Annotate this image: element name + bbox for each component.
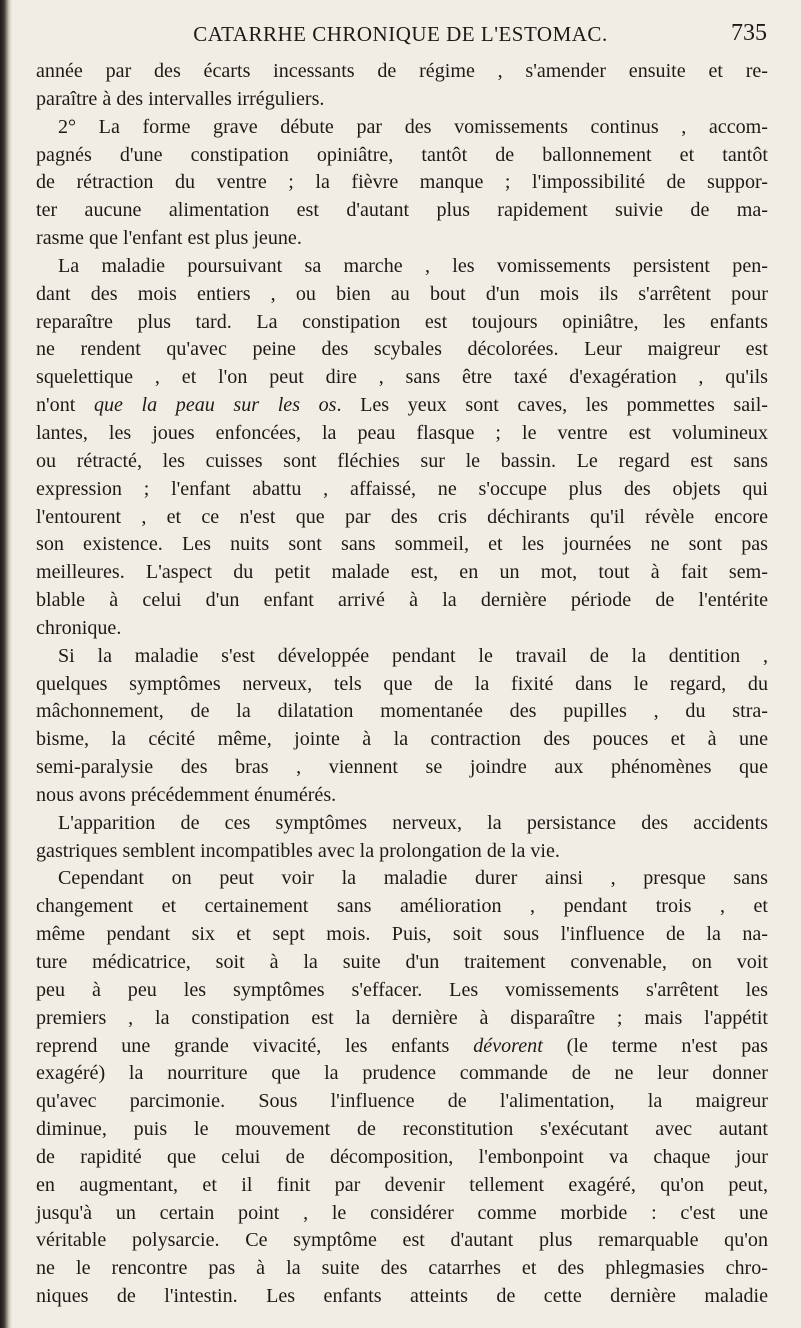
page-header: [0, 22, 801, 52]
text-line: nous avons précédemment énumérés.: [36, 783, 337, 806]
text-line: changement et certainement sans amélioration , pendant trois , et: [36, 895, 768, 918]
text-line: ou rétracté, les cuisses sont fléchies sur le bassin. Le regard est sans: [36, 449, 768, 472]
text-line: meilleures. L'aspect du petit malade est, en un mot, tout à fait sem-: [36, 561, 768, 584]
text-line: même pendant six et sept mois. Puis, soit sous l'influence de la na-: [36, 923, 768, 946]
text-line: quelques symptômes nerveux, tels que de la fixité dans le regard, du: [36, 672, 768, 695]
text-line: niques de l'intestin. Les enfants atteints de cette dernière maladie: [36, 1285, 768, 1308]
text-line: ter aucune alimentation est d'autant plus rapidement suivie de ma-: [36, 199, 768, 222]
text-line: paraître à des intervalles irréguliers.: [36, 87, 325, 110]
text-line: ne rendent qu'avec peine des scybales décolorées. Leur maigreur est: [36, 338, 768, 361]
text-line: ne le rencontre pas à la suite des catarrhes et des phlegmasies chro-: [36, 1257, 768, 1280]
text-line: diminue, puis le mouvement de reconstitution s'exécutant avec autant: [36, 1118, 768, 1141]
text-segment: (le terme n'est pas: [542, 1034, 768, 1057]
text-line: rasme que l'enfant est plus jeune.: [36, 227, 302, 250]
text-line: en augmentant, et il finit par devenir tellement exagéré, qu'on peut,: [36, 1173, 768, 1196]
text-line: mâchonnement, de la dilatation momentanée des pupilles , du stra-: [36, 700, 768, 723]
text-line: [36, 392, 768, 420]
italic-phrase: dévorent: [473, 1034, 543, 1057]
text-line: véritable polysarcie. Ce symptôme est d'autant plus remarquable qu'on: [36, 1229, 768, 1252]
text-line: premiers , la constipation est la dernière à disparaître ; mais l'appétit: [36, 1006, 768, 1029]
text-line: de rapidité que celui de décomposition, l'embonpoint va chaque jour: [36, 1145, 768, 1168]
text-line: de rétraction du ventre ; la fièvre manque ; l'impossibilité de suppor-: [36, 171, 768, 194]
text-line: reparaître plus tard. La constipation est toujours opiniâtre, les enfants: [36, 310, 768, 333]
text-line: jusqu'à un certain point , le considérer comme morbide : c'est une: [36, 1201, 768, 1224]
text-line: l'entourent , et ce n'est que par des cris déchirants qu'il révèle encore: [36, 505, 768, 528]
text-line: expression ; l'enfant abattu , affaissé, ne s'occupe plus des objets qui: [36, 477, 768, 500]
text-line: semi-paralysie des bras , viennent se joindre aux phénomènes que: [36, 756, 768, 779]
text-line: Si la maladie s'est développée pendant le travail de la dentition ,: [58, 644, 768, 667]
text-line: dant des mois entiers , ou bien au bout d'un mois ils s'arrêtent pour: [36, 282, 768, 305]
text-line: bisme, la cécité même, jointe à la contraction des pouces et à une: [36, 728, 768, 751]
text-line: Cependant on peut voir la maladie durer ainsi , presque sans: [58, 867, 768, 890]
text-line: qu'avec parcimonie. Sous l'influence de l'alimentation, la maigreur: [36, 1090, 768, 1113]
text-line: exagéré) la nourriture que la prudence commande de ne leur donner: [36, 1062, 768, 1085]
text-segment: . Les yeux sont caves, les pommettes sail-: [336, 394, 768, 417]
binding-shadow: [0, 0, 12, 1328]
running-title: CATARRHE CHRONIQUE DE L'ESTOMAC.: [193, 22, 608, 46]
text-line: blable à celui d'un enfant arrivé à la dernière période de l'entérite: [36, 589, 768, 612]
text-line: chronique.: [36, 616, 122, 639]
text-line: lantes, les joues enfoncées, la peau flasque ; le ventre est volumineux: [36, 421, 768, 444]
text-line: squelettique , et l'on peut dire , sans être taxé d'exagération , qu'ils: [36, 366, 768, 389]
text-line: 2° La forme grave débute par des vomissements continus , accom-: [58, 115, 768, 138]
text-segment: reprend une grande vivacité, les enfants: [36, 1034, 474, 1057]
italic-phrase: que la peau sur les os: [93, 394, 337, 417]
text-line: [36, 1033, 768, 1061]
text-line: pagnés d'une constipation opiniâtre, tantôt de ballonnement et tantôt: [36, 143, 768, 166]
text-line: son existence. Les nuits sont sans sommeil, et les journées ne sont pas: [36, 533, 768, 556]
page-number: 735: [731, 20, 767, 46]
text-line: La maladie poursuivant sa marche , les vomissements persistent pen-: [58, 254, 768, 277]
body-text: [36, 58, 768, 1311]
text-line: gastriques semblent incompatibles avec la prolongation de la vie.: [36, 839, 560, 862]
text-line: peu à peu les symptômes s'effacer. Les vomissements s'arrêtent les: [36, 978, 768, 1001]
text-line: L'apparition de ces symptômes nerveux, la persistance des accidents: [58, 811, 768, 834]
text-line: ture médicatrice, soit à la suite d'un traitement convenable, on voit: [36, 951, 768, 973]
text-line: année par des écarts incessants de régime , s'amender ensuite et re-: [36, 60, 768, 82]
text-segment: n'ont: [36, 394, 94, 417]
